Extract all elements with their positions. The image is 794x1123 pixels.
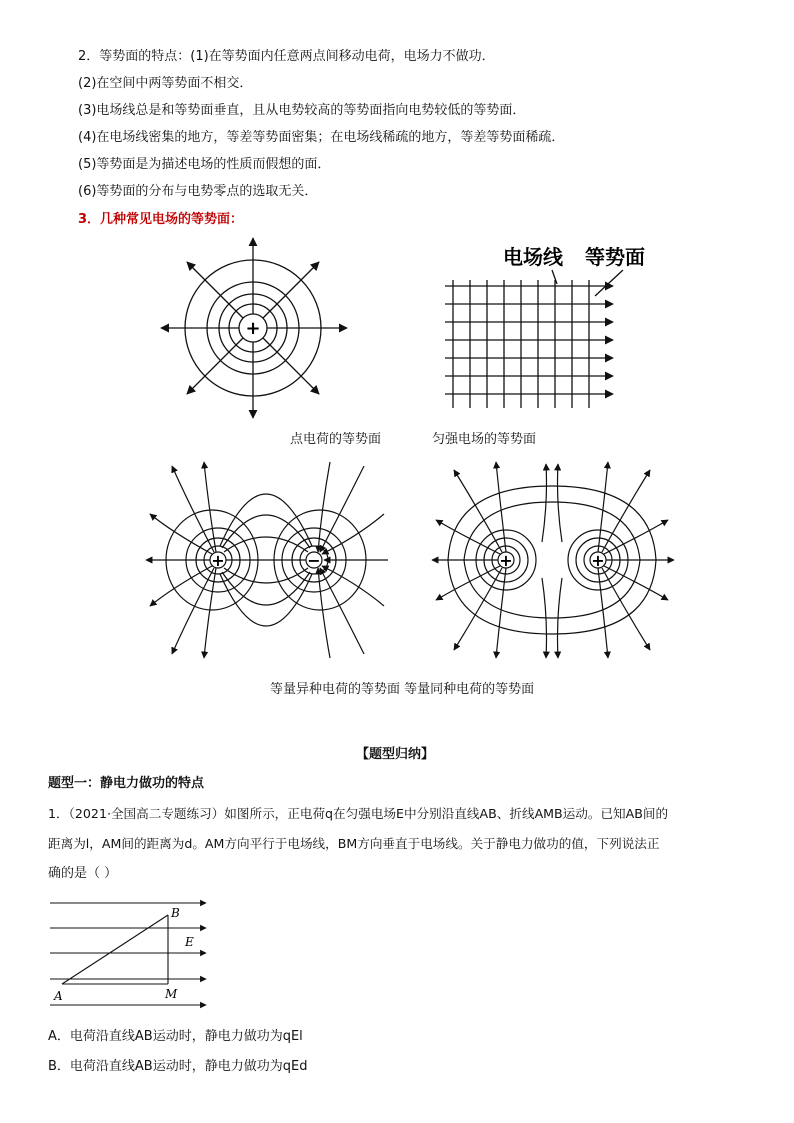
point-A: A [54,989,63,1003]
point-B: B [171,906,180,920]
summary-heading: 【题型归纳】 [356,747,435,762]
dipole-figure [142,462,392,662]
caption-bottom-figures: 等量异种电荷的等势面 等量同种电荷的等势面 [270,682,535,697]
property-5: (5)等势面是为描述电场的性质而假想的面． [78,157,331,172]
label-E: E [185,935,194,949]
caption-point-charge: 点电荷的等势面 [290,432,382,447]
option-a[interactable]: A．电荷沿直线AB运动时，静电力做功为qEl [48,1029,303,1044]
like-charges-figure [430,462,680,662]
question-line-3: 确的是（ ） [48,866,118,881]
question-diagram [48,895,218,1015]
dipole-positive-sign: + [211,551,225,570]
property-4: (4)在电场线密集的地方，等差等势面密集；在电场线稀疏的地方，等差等势面稀疏． [78,130,565,145]
like-charge-sign-1: + [499,551,513,570]
type-1-title: 题型一：静电力做功的特点 [48,776,205,791]
label-equipotential: 等势面 [585,245,645,269]
property-3: (3)电场线总是和等势面垂直，且从电势较高的等势面指向电势较低的等势面． [78,103,526,118]
option-b[interactable]: B．电荷沿直线AB运动时，静电力做功为qEd [48,1059,308,1074]
uniform-field-figure [445,236,665,416]
point-M: M [165,987,178,1001]
caption-uniform-field: 匀强电场的等势面 [432,432,537,447]
property-1: 2．等势面的特点：(1)在等势面内任意两点间移动电荷，电场力不做功． [78,49,495,64]
question-line-1: 1．（2021·全国高二专题练习）如图所示，正电荷q在匀强电场E中分别沿直线AB、折线AMB运动。已知AB间的 [48,806,669,821]
property-2: (2)在空间中两等势面不相交． [78,76,253,91]
label-field-lines: 电场线 [503,245,563,269]
property-6: (6)等势面的分布与电势零点的选取无关． [78,184,318,199]
point-charge-sign: + [245,318,261,339]
question-line-2: 距离为l，AM间的距离为d。AM方向平行于电场线，BM方向垂直于电场线。关于静电力做功的值，下列说法正 [48,836,660,851]
like-charge-sign-2: + [591,551,605,570]
point-charge-figure [155,234,355,424]
section-3-title: 3．几种常见电场的等势面： [78,212,244,227]
dipole-negative-sign: − [307,551,321,570]
